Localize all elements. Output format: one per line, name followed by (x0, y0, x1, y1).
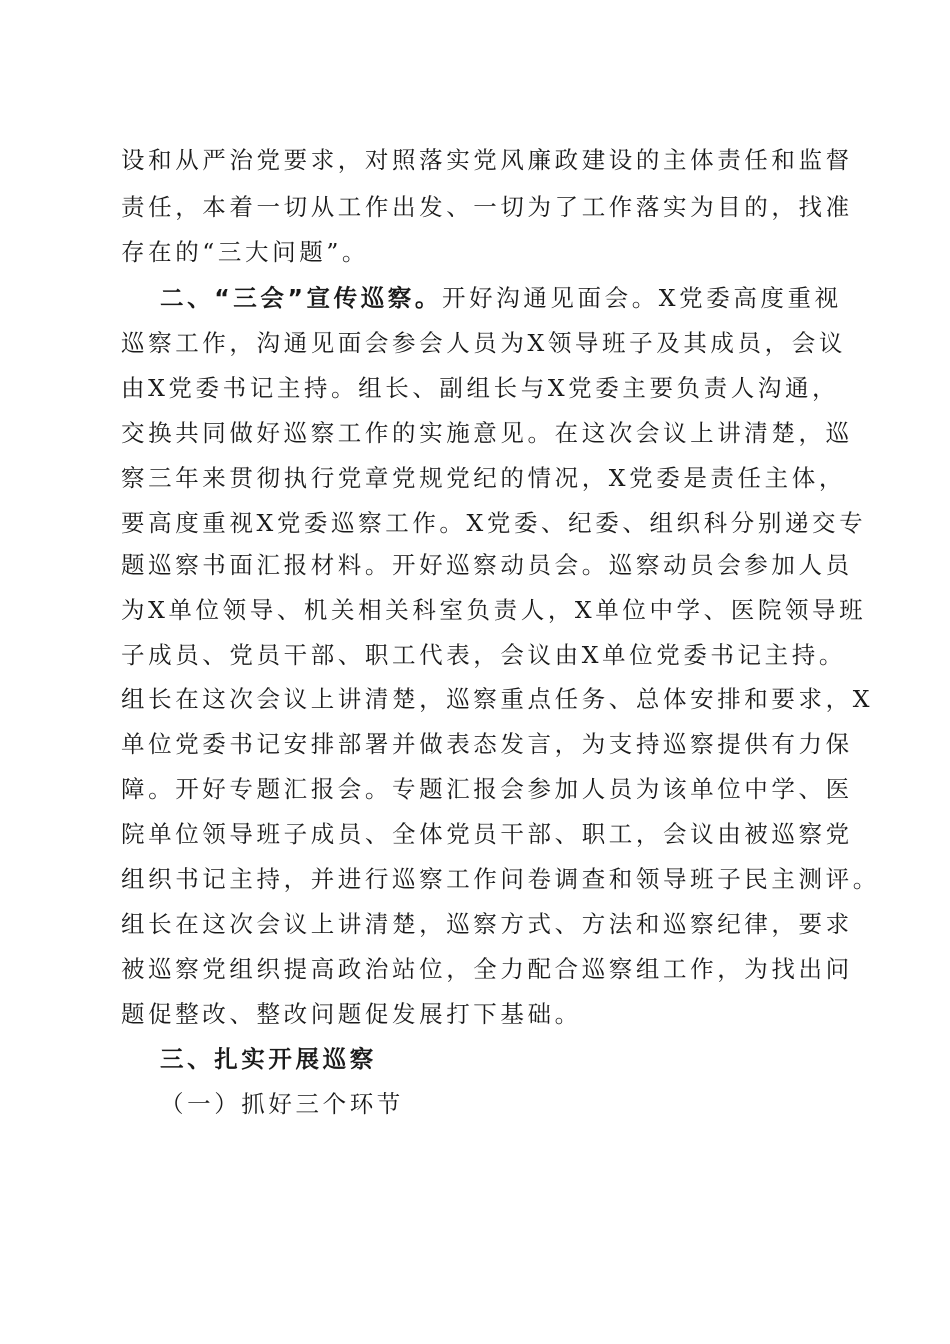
text-line-13: 组长在这次会议上讲清楚，巡察重点任务、总体安排和要求，X (121, 685, 874, 713)
text-line-17: 组织书记主持，并进行巡察工作问卷调查和领导班子民主测评。 (121, 865, 880, 893)
text-line-14: 单位党委书记安排部署并做表态发言，为支持巡察提供有力保 (121, 730, 853, 758)
text-line-19: 被巡察党组织提高政治站位，全力配合巡察组工作，为找出问 (121, 955, 853, 983)
section-2-first-line-text: 开好沟通见面会。X党委高度重视 (442, 284, 842, 312)
text-line-5: 巡察工作，沟通见面会参会人员为X领导班子及其成员，会议 (121, 329, 846, 357)
subsection-1-heading: （一）抓好三个环节 (160, 1090, 404, 1118)
text-line-3: 存在的“三大问题”。 (121, 238, 370, 266)
text-line-6: 由X党委书记主持。组长、副组长与X党委主要负责人沟通， (121, 374, 840, 402)
text-line-20: 题促整改、整改问题促发展打下基础。 (121, 1000, 582, 1028)
section-3-heading: 三、扎实开展巡察 (160, 1045, 377, 1073)
text-line-15: 障。开好专题汇报会。专题汇报会参加人员为该单位中学、医 (121, 775, 853, 803)
text-line-8: 察三年来贯彻执行党章党规党纪的情况，X党委是责任主体， (121, 464, 846, 492)
text-line-2: 责任，本着一切从工作出发、一切为了工作落实为目的，找准 (121, 193, 853, 221)
section-2-first-line (160, 283, 842, 313)
text-line-9: 要高度重视X党委巡察工作。X党委、纪委、组织科分别递交专 (121, 509, 867, 537)
text-line-18: 组长在这次会议上讲清楚，巡察方式、方法和巡察纪律，要求 (121, 910, 853, 938)
text-line-11: 为X单位领导、机关相关科室负责人，X单位中学、医院领导班 (121, 596, 867, 624)
text-line-12: 子成员、党员干部、职工代表，会议由X单位党委书记主持。 (121, 641, 846, 669)
text-line-16: 院单位领导班子成员、全体党员干部、职工，会议由被巡察党 (121, 820, 853, 848)
section-2-heading: 二、“三会”宣传巡察。 (160, 284, 442, 312)
text-line-10: 题巡察书面汇报材料。开好巡察动员会。巡察动员会参加人员 (121, 551, 853, 579)
text-line-7: 交换共同做好巡察工作的实施意见。在这次会议上讲清楚，巡 (121, 419, 853, 447)
text-line-1: 设和从严治党要求，对照落实党风廉政建设的主体责任和监督 (121, 146, 853, 174)
